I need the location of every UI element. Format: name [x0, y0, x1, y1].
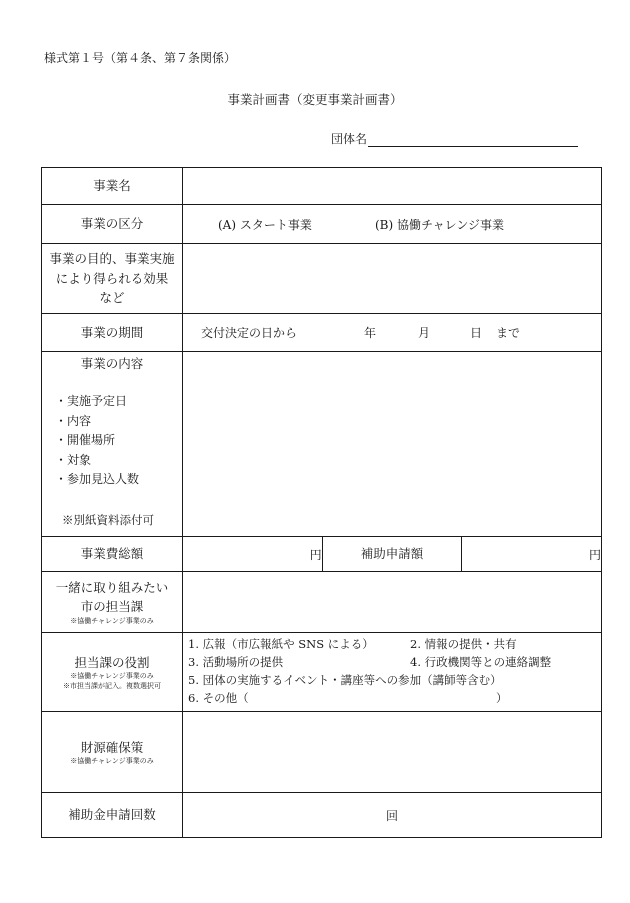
plan-form-table: [41, 167, 602, 838]
period-label: 事業の期間: [42, 314, 183, 352]
content-field[interactable]: [183, 352, 602, 537]
purpose-label: [42, 244, 183, 314]
role-option-venue[interactable]: 3. 活動場所の提供: [188, 655, 284, 670]
row-project-name: [42, 168, 602, 205]
role-option-other[interactable]: 6. その他（: [188, 690, 249, 705]
period-month-label: 月: [418, 326, 431, 340]
total-cost-unit: 円: [309, 547, 322, 562]
purpose-label-line2: により得られる効果: [55, 270, 169, 286]
subsidy-amount-label: 補助申請額: [322, 537, 462, 572]
category-label: 事業の区分: [42, 205, 183, 244]
project-name-label: 事業名: [42, 168, 183, 205]
role-option-coordination[interactable]: 4. 行政機関等との連絡調整: [410, 655, 552, 670]
role-option-participation[interactable]: 5. 団体の実施するイベント・講座等への参加（講師等含む）: [188, 673, 502, 687]
row-cost: [42, 537, 602, 572]
period-field[interactable]: [183, 314, 602, 352]
city-department-label-line2: 市の担当課: [80, 599, 144, 615]
role-row-3: [188, 672, 601, 690]
form-number: 様式第１号（第４条、第７条関係）: [44, 51, 237, 65]
application-count-field[interactable]: [183, 793, 602, 838]
content-item-participants: ・参加見込人数: [55, 472, 140, 486]
project-name-field[interactable]: [183, 168, 602, 205]
purpose-field[interactable]: [183, 244, 602, 314]
department-role-options: [183, 633, 602, 712]
row-period: [42, 314, 602, 352]
subsidy-amount-unit: 円: [588, 547, 601, 562]
department-role-label: 担当課の役割: [74, 654, 150, 670]
department-role-label-cell: [42, 633, 183, 712]
department-role-note2: ※市担当課が記入。複数選択可: [63, 681, 161, 690]
content-item-list: [42, 392, 139, 490]
content-label-cell: [42, 352, 183, 537]
row-funding: [42, 712, 602, 793]
city-department-field[interactable]: [183, 572, 602, 633]
city-department-label-line1: 一緒に取り組みたい: [55, 579, 169, 595]
funding-label-cell: [42, 712, 183, 793]
category-option-a[interactable]: (A) スタート事業: [218, 218, 312, 232]
application-count-unit: 回: [385, 808, 398, 823]
content-item-target: ・対象: [55, 452, 92, 467]
category-field[interactable]: [183, 205, 602, 244]
period-until-text: まで: [496, 326, 521, 340]
period-year-label: 年: [364, 326, 377, 340]
role-option-publicity[interactable]: 1. 広報（市広報紙や SNS による）: [188, 637, 374, 652]
content-item-detail: ・内容: [55, 413, 92, 428]
organization-name-line: [331, 130, 578, 147]
total-cost-field[interactable]: [183, 537, 323, 572]
role-option-info-sharing[interactable]: 2. 情報の提供・共有: [410, 637, 517, 652]
city-department-note: ※協働チャレンジ事業のみ: [70, 616, 154, 625]
role-row-2: [188, 654, 601, 672]
period-day-label: 日: [470, 326, 483, 340]
document-title: 事業計画書（変更事業計画書）: [227, 92, 403, 107]
content-item-date: ・実施予定日: [55, 394, 128, 408]
row-application-count: [42, 793, 602, 838]
row-purpose: [42, 244, 602, 314]
category-option-b[interactable]: (B) 協働チャレンジ事業: [375, 218, 505, 232]
period-from-text: 交付決定の日から: [201, 326, 298, 340]
total-cost-label: 事業費総額: [42, 537, 183, 572]
application-count-label: 補助金申請回数: [42, 793, 183, 838]
row-category: [42, 205, 602, 244]
funding-label: 財源確保策: [80, 739, 144, 755]
organization-name-field[interactable]: [368, 133, 578, 147]
row-department-role: [42, 633, 602, 712]
content-attachment-note: ※別紙資料添付可: [62, 513, 154, 527]
funding-note: ※協働チャレンジ事業のみ: [70, 756, 154, 765]
row-city-department: [42, 572, 602, 633]
role-row-4: [188, 690, 601, 708]
role-option-other-close: ）: [496, 690, 508, 705]
purpose-label-line1: 事業の目的、事業実施: [49, 251, 175, 267]
content-item-venue: ・開催場所: [55, 433, 116, 447]
organization-name-label: 団体名: [331, 132, 368, 146]
department-role-note1: ※協働チャレンジ事業のみ: [70, 672, 154, 681]
funding-field[interactable]: [183, 712, 602, 793]
role-row-1: [188, 636, 601, 654]
city-department-label: [42, 572, 183, 633]
purpose-label-line3: など: [99, 290, 125, 306]
row-content: [42, 352, 602, 537]
subsidy-amount-field[interactable]: [462, 537, 602, 572]
content-label: 事業の内容: [80, 356, 144, 371]
